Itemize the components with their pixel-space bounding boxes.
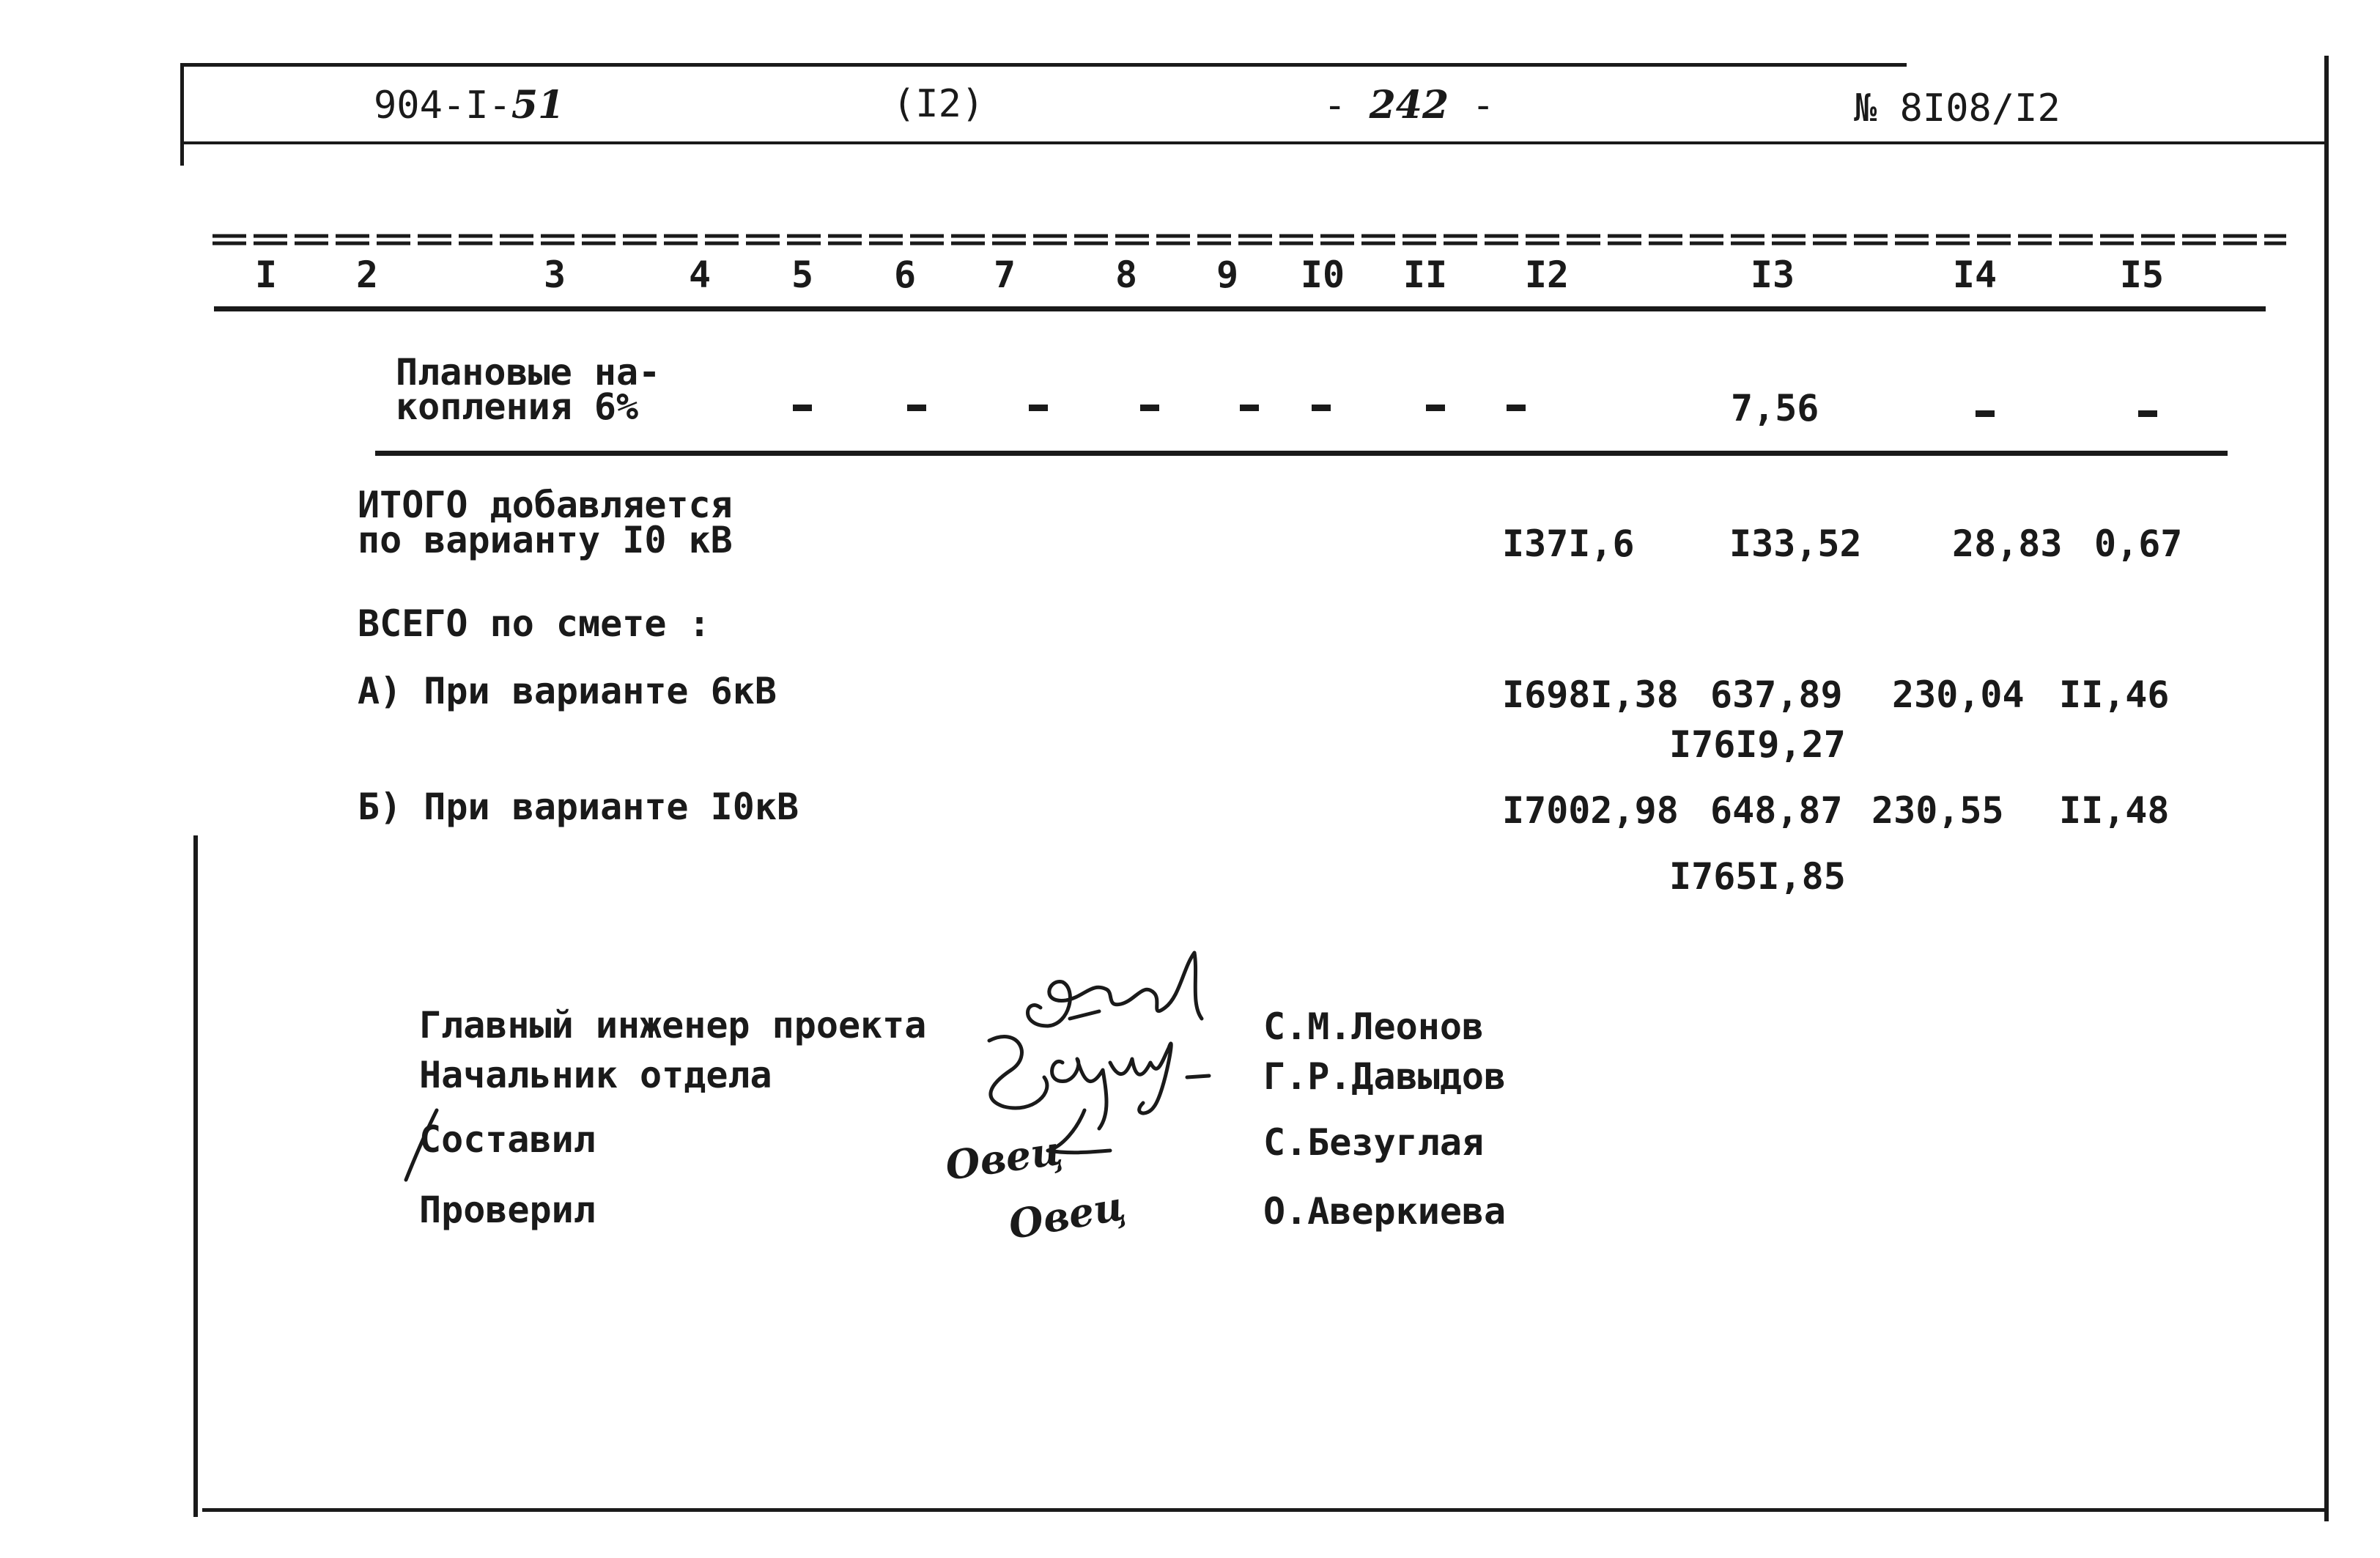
col-num-4: 4 xyxy=(688,254,712,296)
order-number: № 8I08/I2 xyxy=(1854,86,2061,130)
itogo-col14-value: 28,83 xyxy=(1952,523,2063,565)
planned-dash-col10 xyxy=(1312,405,1331,411)
variant-b-sum: I765I,85 xyxy=(1669,855,1846,898)
frame-bottom-border xyxy=(202,1508,2327,1512)
signature-bezuglaya-stroke xyxy=(1041,1107,1114,1165)
column-dashed-rule xyxy=(212,233,2286,249)
planned-dash-col6 xyxy=(907,405,926,411)
name-bezuglaya: С.Безуглая xyxy=(1263,1121,1485,1164)
variant-a-sum: I76I9,27 xyxy=(1669,723,1846,766)
variant-b-col14-value: 230,55 xyxy=(1871,789,2004,832)
frame-right-border xyxy=(2324,56,2329,1521)
col-num-10: I0 xyxy=(1300,254,1345,296)
doc-code-prefix: 904-I- xyxy=(374,84,511,128)
variant-a-col12-value: I698I,38 xyxy=(1502,673,1679,716)
col-num-15: I5 xyxy=(2119,254,2165,296)
name-leonov: С.М.Леонов xyxy=(1263,1005,1485,1048)
variant-b-col13-value: 648,87 xyxy=(1710,789,1843,832)
role-department-head: Начальник отдела xyxy=(419,1054,772,1096)
col-num-6: 6 xyxy=(893,254,917,296)
signature-bezuglaya: Овец xyxy=(942,1126,1065,1189)
variant-a-col15-value: II,46 xyxy=(2059,673,2170,716)
planned-col13-value: 7,56 xyxy=(1731,387,1819,429)
variant-b-col15-value: II,48 xyxy=(2059,789,2170,832)
col-num-1: I xyxy=(254,254,278,296)
col-num-13: I3 xyxy=(1750,254,1795,296)
page-dash-left: - xyxy=(1323,84,1347,128)
planned-dash-col8 xyxy=(1140,405,1159,411)
planned-label-line2: копления 6% xyxy=(396,385,639,428)
variant-a-col14-value: 230,04 xyxy=(1892,673,2025,716)
role-checked-by: Проверил xyxy=(419,1189,596,1231)
name-davydov: Г.Р.Давыдов xyxy=(1263,1055,1507,1098)
col-num-9: 9 xyxy=(1216,254,1239,296)
planned-dash-col5 xyxy=(793,405,812,411)
planned-label-line1: Плановые на- xyxy=(396,351,661,394)
signature-averkieva: Овец xyxy=(1005,1181,1129,1249)
col-num-8: 8 xyxy=(1115,254,1138,296)
planned-bottom-rule xyxy=(375,451,2228,456)
col-num-2: 2 xyxy=(355,254,379,296)
variant-b-label: Б) При варианте I0кВ xyxy=(358,786,799,828)
itogo-label-line2: по варианту I0 кВ xyxy=(358,519,733,561)
page-number xyxy=(1323,83,1495,128)
col-num-12: I2 xyxy=(1524,254,1570,296)
col-num-5: 5 xyxy=(791,254,814,296)
planned-dash-col9 xyxy=(1240,405,1259,411)
doc-code-handwritten: 51 xyxy=(511,83,565,128)
frame-left-border xyxy=(180,63,184,166)
frame-left-border-lower xyxy=(193,835,198,1517)
section-number: (I2) xyxy=(892,82,985,126)
column-header-bottom-rule xyxy=(214,306,2266,311)
col-num-3: 3 xyxy=(543,254,566,296)
col-num-11: II xyxy=(1402,254,1448,296)
frame-top-border xyxy=(180,63,1907,67)
planned-dash-col7 xyxy=(1029,405,1048,411)
role-compiled-by: Составил xyxy=(419,1118,596,1161)
itogo-col15-value: 0,67 xyxy=(2094,523,2183,565)
col-num-7: 7 xyxy=(993,254,1016,296)
variant-a-col13-value: 637,89 xyxy=(1710,673,1843,716)
itogo-label-line1: ИТОГО добавляется xyxy=(358,484,733,526)
name-averkieva: О.Аверкиева xyxy=(1263,1190,1507,1233)
page-number-handwritten: 242 xyxy=(1369,83,1449,128)
total-label: ВСЕГО по смете : xyxy=(358,602,711,645)
signature-bezuglaya-mark xyxy=(400,1107,444,1187)
role-chief-engineer: Главный инженер проекта xyxy=(419,1004,927,1046)
page-dash-right: - xyxy=(1471,84,1495,128)
col-num-14: I4 xyxy=(1952,254,1998,296)
planned-dash-col14 xyxy=(1976,410,1995,417)
planned-dash-col11 xyxy=(1426,405,1445,411)
itogo-col13-value: I33,52 xyxy=(1729,523,1862,565)
doc-code xyxy=(374,83,565,128)
variant-b-col12-value: I7002,98 xyxy=(1502,789,1679,832)
planned-dash-col15 xyxy=(2138,410,2157,417)
itogo-col12-value: I37I,6 xyxy=(1502,523,1635,565)
variant-a-label: А) При варианте 6кВ xyxy=(358,670,777,712)
header-bottom-rule xyxy=(183,141,2324,144)
planned-dash-col12 xyxy=(1507,405,1526,411)
